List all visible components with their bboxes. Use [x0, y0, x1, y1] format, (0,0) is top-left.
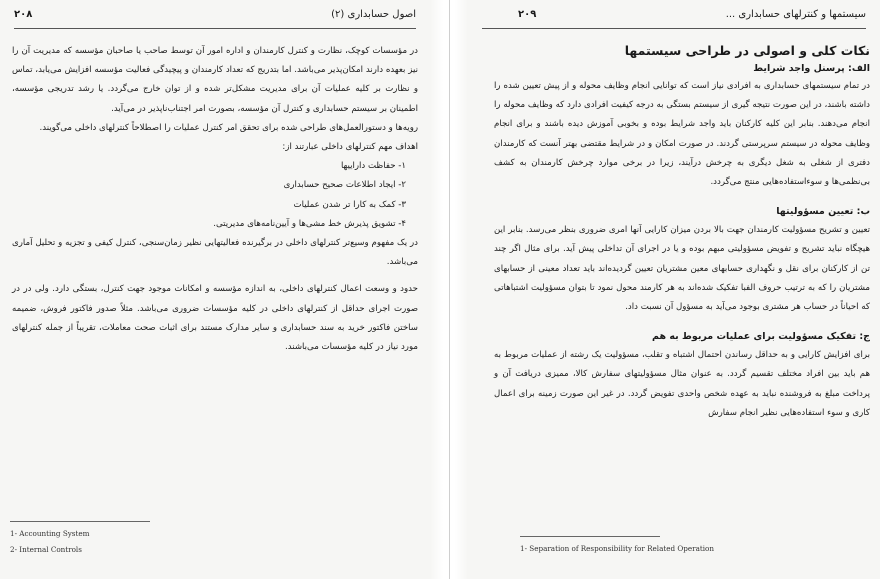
- paragraph: در یک مفهوم وسیع‌تر کنترلهای داخلی در برگیرنده فعالیتهایی نظیر زمان‌سنجی، کنترل کیفی و تجزیه و تحلیل آماری می‌باشد.: [12, 238, 418, 268]
- book-gutter: [430, 0, 468, 579]
- paragraph: برای افزایش کارایی و به حداقل رساندن احتمال اشتباه و تقلب، مسؤولیت یک رشته از عملیات مربوط به هم باید بین افراد مختلف تقسیم گردد. به عنوان مثال مسؤولیتهای سفارش کالا، ممیزی دریافت آن و پرداخت مبلغ به فروشنده نباید به عهده شخص واحدی تفویض گردد. در غیر این صورت زمینه برای اعمال کاری و سوء استفاده‌هایی نظیر انجام سفارش: [494, 350, 870, 418]
- paragraph: حدود و وسعت اعمال کنترلهای داخلی، به اندازه مؤسسه و امکانات موجود جهت کنترل، بستگی دارد. ولی در در صورت اجرای حداقل از کنترلهای داخلی در کلیه مؤسسات ضروری می‌باشد. مثلاً صدور فاکتور فروش، ضمیمه ساختن فاکتور خرید به سند حسابداری و سایر مدارک مستند برای اثبات صحت معاملات، تقریباً از جمله کنترلهای مورد نیاز در کلیه مؤسسات می‌باشند.: [12, 284, 418, 353]
- footnote: 1- Accounting System: [10, 529, 90, 538]
- page-number: ۲۰۸: [14, 9, 33, 20]
- list-item: ۱- حفاظت داراییها: [340, 161, 406, 172]
- footnotes: [520, 536, 870, 557]
- subheading-b: ب: تعیین مسؤولیتها: [776, 206, 870, 218]
- paragraph: اهداف مهم کنترلهای داخلی عبارتند از:: [282, 142, 418, 153]
- subheading-c: ج: تفکیک مسؤولیت برای عملیات مربوط به هم: [652, 331, 870, 343]
- footnote: 2- Internal Controls: [10, 545, 82, 554]
- header-rule: [14, 28, 416, 29]
- right-page-body: [494, 42, 870, 423]
- header-rule: [482, 28, 866, 29]
- running-title: اصول حسابداری (۲): [331, 9, 416, 20]
- page-number: ۲۰۹: [518, 9, 537, 20]
- paragraph: در مؤسسات کوچک، نظارت و کنترل کارمندان و اداره امور آن توسط صاحب یا صاحبان مؤسسه که مدیریت آن را نیز بعهده دارند امکان‌پذیر می‌باشد. اما بتدریج که تعداد کارمندان و پیچیدگی فعالیت مؤسسه افزایش می‌یابد، تماس و نظارت بر کلیه عملیات آن برای مدیریت مشکل‌تر شده و از توان خارج می‌گردد. یا رشد تدریجی مؤسسه، اطمینان بر سیستم حسابداری و کنترل آن مؤسسه، بصورت امر اجتناب‌ناپذیر در می‌آید.: [12, 46, 418, 114]
- left-page-body: [12, 42, 418, 357]
- running-title: سیستمها و کنترلهای حسابداری ...: [725, 9, 866, 20]
- paragraph: رویه‌ها و دستورالعمل‌های طراحی شده برای تحقق امر کنترل عملیات را اصطلاحاً کنترلهای داخلی می‌گویند.: [39, 122, 418, 133]
- right-page-header: [482, 8, 866, 22]
- section-heading: نکات کلی و اصولی در طراحی سیستمها: [624, 43, 870, 58]
- paragraph: در تمام سیستمهای حسابداری به افرادی نیاز است که توانایی انجام وظایف محوله و از پیش تعیین شده را داشته باشند، در این صورت نتیجه گیری از سیستم بستگی به درجه کیفیت افرادی دارد که وظایف محوله را انجام می‌دهند. بنابر این کلیه کارکنان باید واجد شرایط بوده و بخوبی آموزش دیده باشند و برای انجام وظایف محوله در سیستم سرپرستی گردند. در صورت امکان و در شرایط مقتضی بهتر آنست که کارمندان دفتری از شغلی به شغل دیگری به چرخش درآیند، زیرا در برخی موارد چرخش کارمندان به کشف بی‌نظمی‌ها و سوءاستفاده‌هایی منتج می‌گردد.: [494, 81, 870, 188]
- subheading-a: الف: پرسنل واجد شرایط: [753, 63, 870, 74]
- footnotes: [10, 521, 420, 558]
- list-item: ۲- ایجاد اطلاعات صحیح حسابداری: [283, 180, 406, 191]
- footnote-rule: [520, 536, 660, 537]
- left-page-header: [14, 8, 416, 22]
- right-page: [468, 0, 880, 579]
- list-item: ۳- کمک به کارا تر شدن عملیات: [293, 199, 406, 210]
- left-page: [0, 0, 430, 579]
- footnote: 1- Separation of Responsibility for Related Operation: [520, 544, 714, 553]
- list-item: ۴- تشویق پذیرش خط مشی‌ها و آیین‌نامه‌های مدیریتی.: [213, 218, 406, 229]
- footnote-rule: [10, 521, 150, 522]
- paragraph: تعیین و تشریح مسؤولیت کارمندان جهت بالا بردن میزان کارایی آنها امری ضروری بنظر می‌رسد. بنابر این هیچگاه نباید تشریح و تفویض مسؤولیتی مبهم بوده و یا در اجرای آن تداخلی پیش آید. برای مثال اگر چند تن از کارکنان برای نقل و نگهداری حسابهای معین مشتریان تعیین گردیده‌اند باید تعداد معینی از حسابهای مشتریان را که به ترتیب حروف الفبا تفکیک شده‌اند به هر کارمند محول نمود تا بتوان مسؤولیت اشتباهاتی که احیاناً در حساب هر مشتری بوجود می‌آید به مسؤول آن نسبت داد.: [494, 225, 870, 313]
